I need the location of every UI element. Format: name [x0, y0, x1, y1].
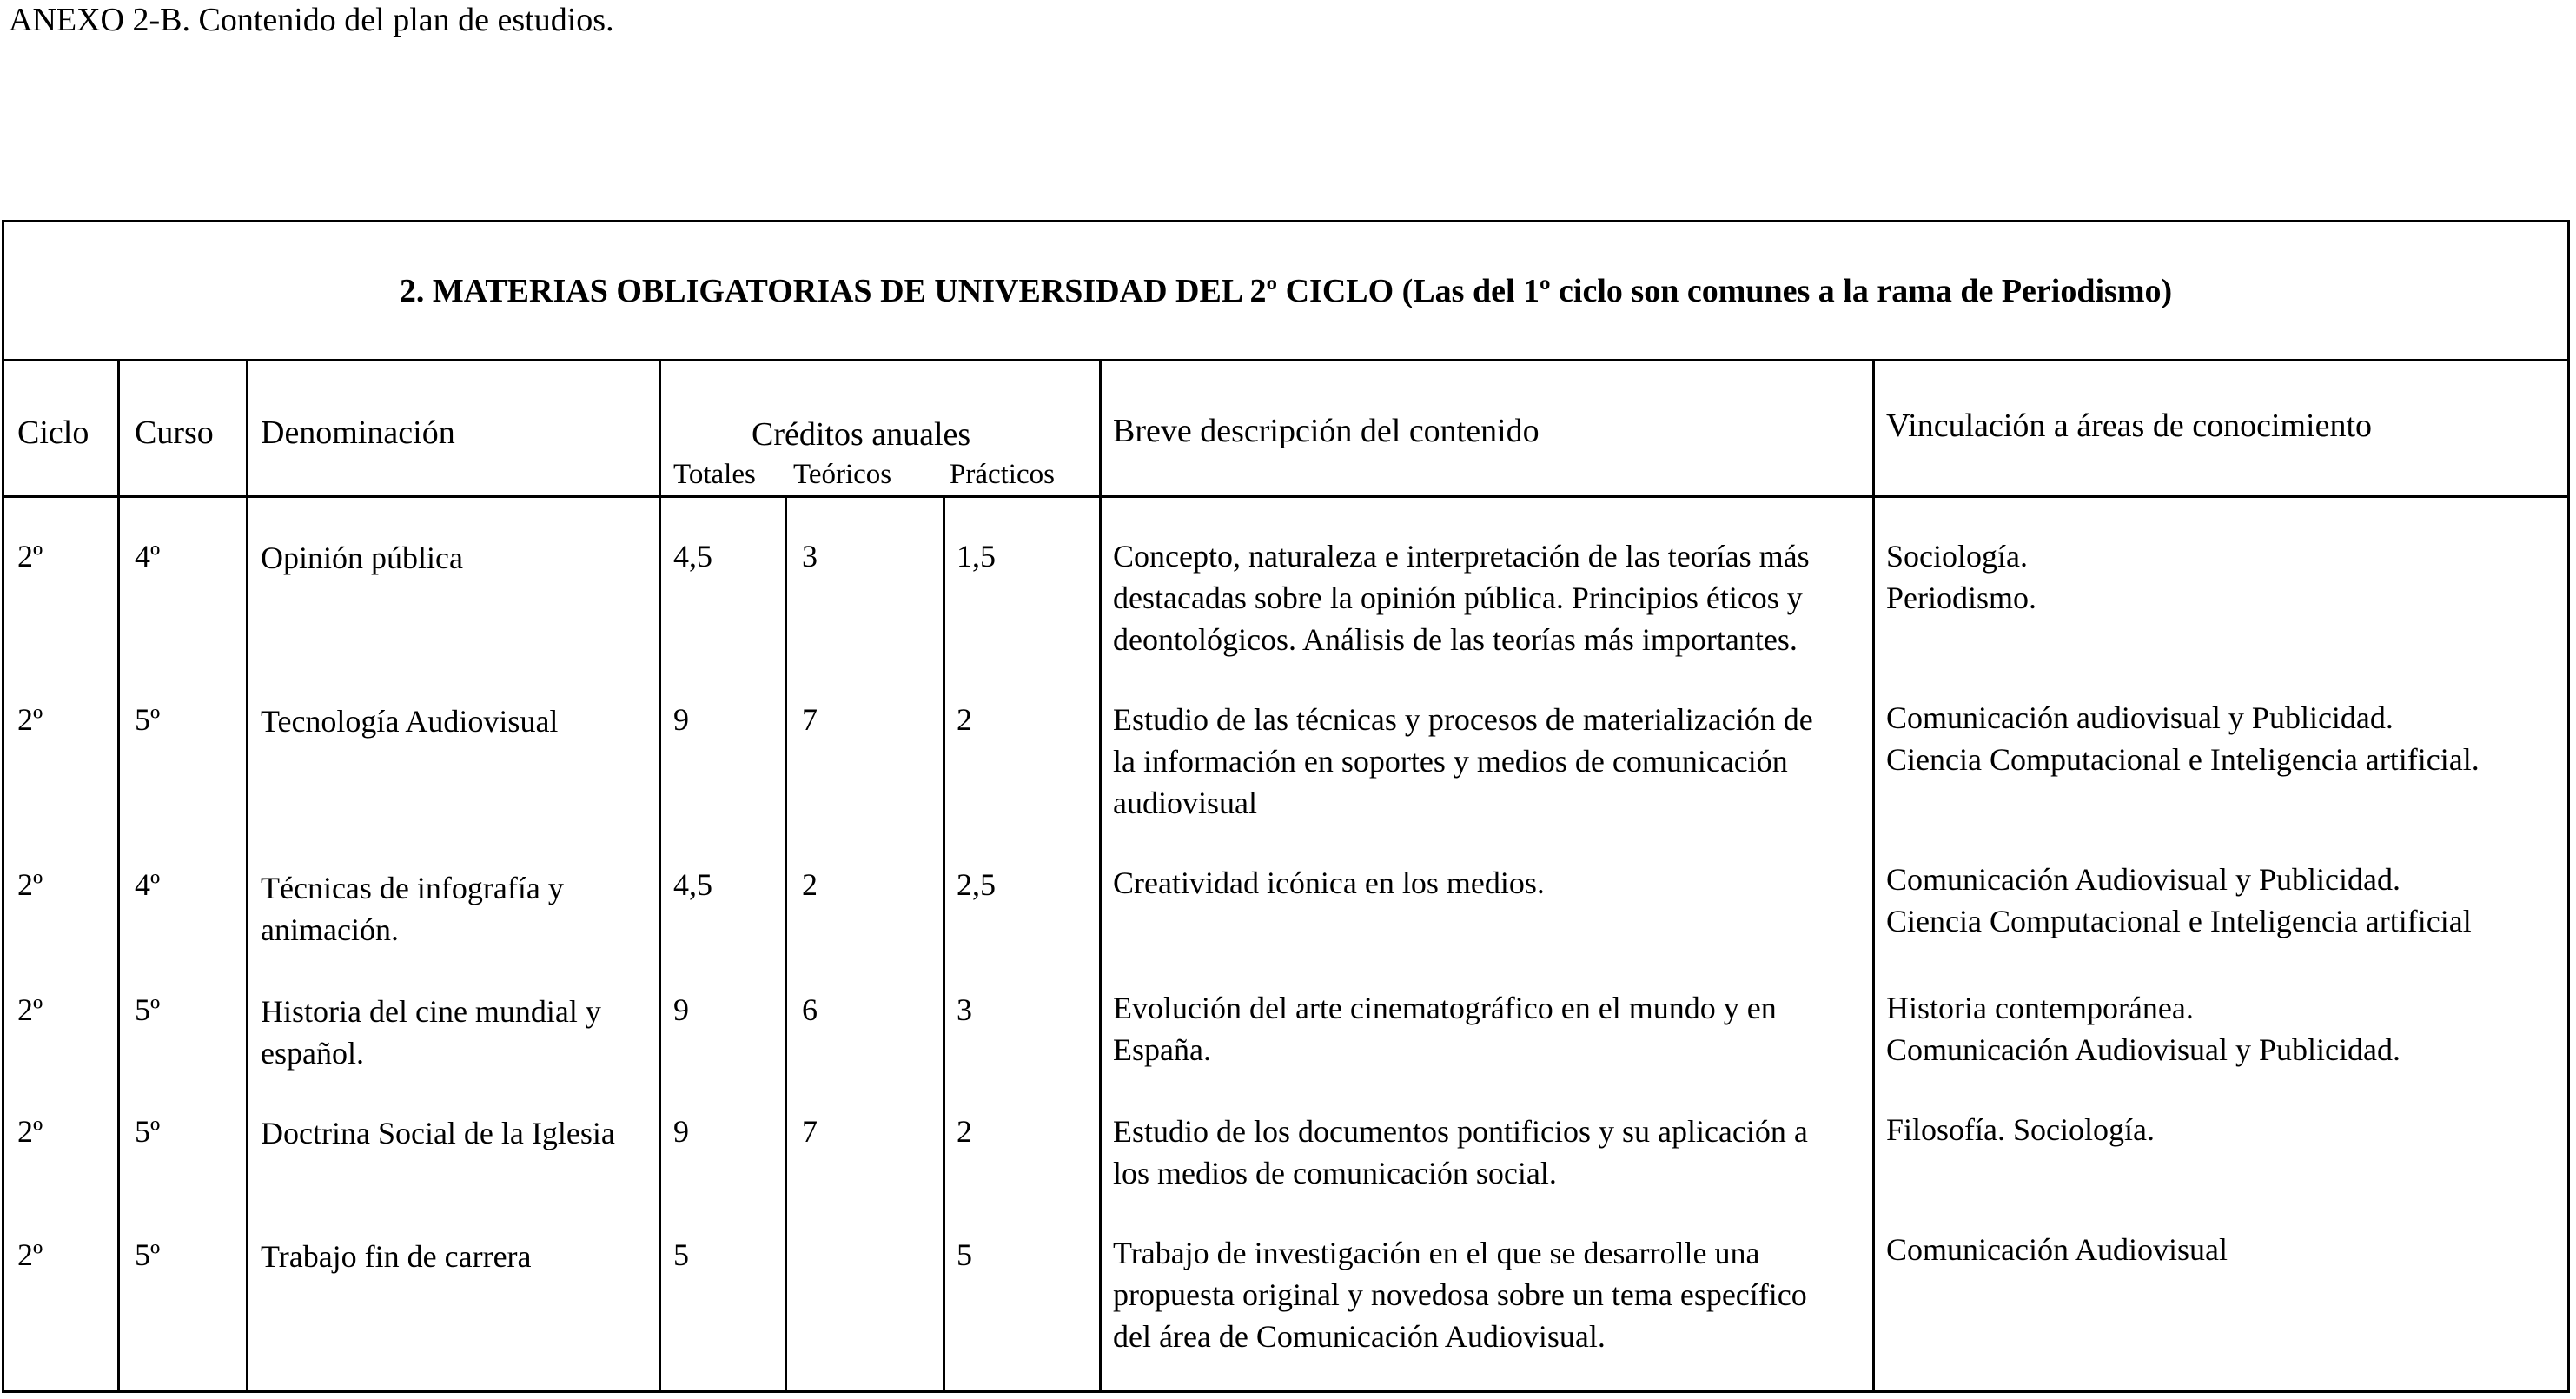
header-ciclo: Ciclo: [17, 414, 89, 451]
row-0-totales: 4,5: [673, 539, 712, 574]
row-3-vinculacion: Historia contemporánea. Comunicación Audiovisual y Publicidad.: [1886, 991, 2401, 1067]
row-4-practicos: 2: [957, 1114, 972, 1149]
row-4-denominacion: Doctrina Social de la Iglesia: [261, 1116, 615, 1150]
row-0-teoricos: 3: [802, 539, 818, 574]
row-1-descripcion: Estudio de las técnicas y procesos de materialización de la información en soportes y medios de comunicación audiovisual: [1113, 702, 1813, 820]
row-4-ciclo: 2º: [17, 1114, 43, 1149]
row-2-curso: 4º: [135, 867, 161, 902]
row-5-descripcion: Trabajo de investigación en el que se desarrolle una propuesta original y novedosa sobre un tema específico del área de Comunicación Audiovisual.: [1113, 1236, 1807, 1354]
row-0-vinculacion: Sociología. Periodismo.: [1886, 539, 2037, 615]
row-1-totales: 9: [673, 702, 689, 737]
row-1-practicos: 2: [957, 702, 972, 737]
col-divider-ciclo: [117, 359, 120, 1390]
col-divider-denominacion: [659, 359, 661, 1390]
col-divider-curso: [246, 359, 248, 1390]
document-caption: ANEXO 2-B. Contenido del plan de estudios.: [9, 2, 614, 38]
col-divider-teoricos: [943, 495, 945, 1390]
row-2-totales: 4,5: [673, 867, 712, 902]
row-4-descripcion: Estudio de los documentos pontificios y su aplicación a los medios de comunicación social.: [1113, 1114, 1808, 1190]
row-1-ciclo: 2º: [17, 702, 43, 737]
row-5-curso: 5º: [135, 1237, 161, 1272]
row-2-descripcion: Creatividad icónica en los medios.: [1113, 865, 1545, 900]
header-practicos: Prácticos: [950, 459, 1055, 490]
header-curso: Curso: [135, 414, 214, 451]
col-divider-descripcion: [1872, 359, 1875, 1390]
row-3-teoricos: 6: [802, 992, 818, 1027]
row-5-practicos: 5: [957, 1237, 972, 1272]
header-divider: [4, 495, 2567, 498]
row-3-practicos: 3: [957, 992, 972, 1027]
row-3-descripcion: Evolución del arte cinematográfico en el mundo y en España.: [1113, 991, 1777, 1067]
col-divider-creditos: [1099, 359, 1102, 1390]
row-0-curso: 4º: [135, 539, 161, 574]
row-5-vinculacion: Comunicación Audiovisual: [1886, 1232, 2228, 1267]
row-2-vinculacion: Comunicación Audiovisual y Publicidad. Ciencia Computacional e Inteligencia artificial: [1886, 862, 2472, 938]
row-5-denominacion: Trabajo fin de carrera: [261, 1239, 532, 1274]
col-divider-totales: [785, 495, 787, 1390]
header-teoricos: Teóricos: [793, 459, 892, 490]
row-0-descripcion: Concepto, naturaleza e interpretación de las teorías más destacadas sobre la opinión pública. Principios éticos y deontológicos. Análisis de las teorías más importantes.: [1113, 539, 1810, 657]
row-1-teoricos: 7: [802, 702, 818, 737]
row-1-denominacion: Tecnología Audiovisual: [261, 704, 559, 739]
row-2-denominacion: Técnicas de infografía y animación.: [261, 871, 564, 947]
header-creditos: Créditos anuales: [752, 416, 971, 453]
row-2-practicos: 2,5: [957, 867, 996, 902]
row-1-vinculacion: Comunicación audiovisual y Publicidad. Ciencia Computacional e Inteligencia artificial.: [1886, 700, 2480, 777]
header-descripcion: Breve descripción del contenido: [1113, 413, 1540, 449]
row-3-curso: 5º: [135, 992, 161, 1027]
header-totales: Totales: [673, 459, 756, 490]
row-1-curso: 5º: [135, 702, 161, 737]
row-3-ciclo: 2º: [17, 992, 43, 1027]
table-title: 2. MATERIAS OBLIGATORIAS DE UNIVERSIDAD DEL 2º CICLO (Las del 1º ciclo son comunes a la rama de Periodismo): [4, 222, 2567, 361]
header-denominacion: Denominación: [261, 414, 455, 451]
row-4-vinculacion: Filosofía. Sociología.: [1886, 1112, 2155, 1147]
row-0-practicos: 1,5: [957, 539, 996, 574]
study-plan-table: [2, 220, 2570, 1393]
row-0-ciclo: 2º: [17, 539, 43, 574]
row-3-totales: 9: [673, 992, 689, 1027]
row-4-curso: 5º: [135, 1114, 161, 1149]
row-2-teoricos: 2: [802, 867, 818, 902]
row-3-denominacion: Historia del cine mundial y español.: [261, 994, 601, 1071]
row-0-denominacion: Opinión pública: [261, 540, 463, 575]
row-5-totales: 5: [673, 1237, 689, 1272]
row-5-ciclo: 2º: [17, 1237, 43, 1272]
row-4-totales: 9: [673, 1114, 689, 1149]
row-4-teoricos: 7: [802, 1114, 818, 1149]
header-vinculacion: Vinculación a áreas de conocimiento: [1886, 408, 2373, 444]
row-2-ciclo: 2º: [17, 867, 43, 902]
